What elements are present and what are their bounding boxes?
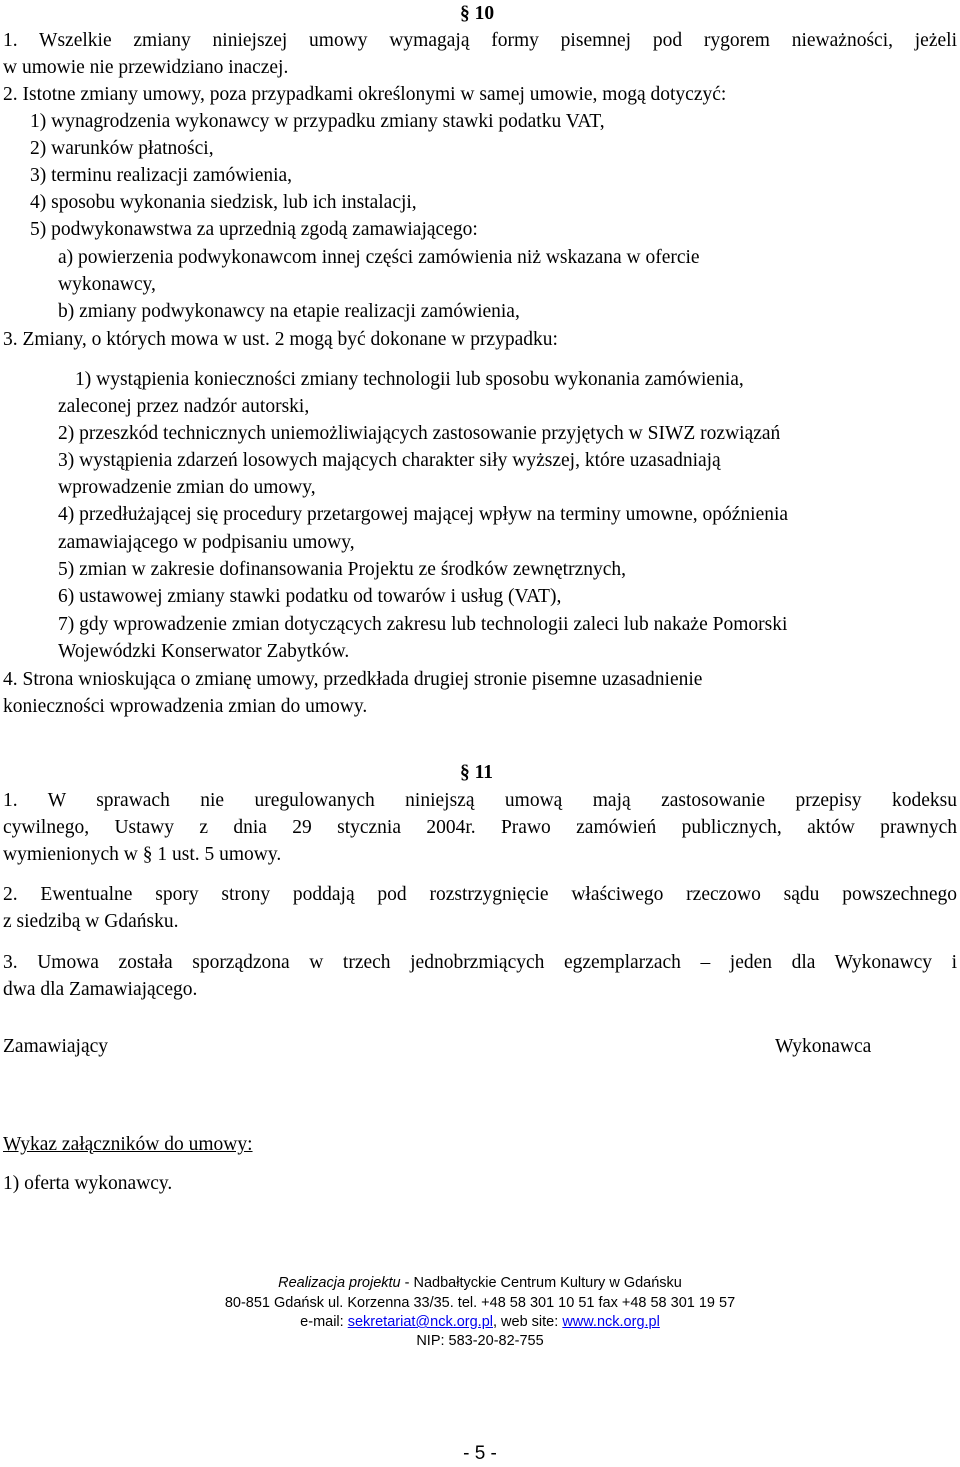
footer-nip: NIP: 583-20-82-755 [416, 1333, 544, 1349]
s10-p4-line1: 4. Strona wnioskująca o zmianę umowy, przedkłada drugiej stronie pisemne uzasadnienie [3, 669, 703, 690]
s10-p3-item-1-cont: zaleconej przez nadzór autorski, [58, 396, 310, 417]
footer-project [0, 1276, 960, 1291]
s10-p2-sub-b: b) zmiany podwykonawcy na etapie realizacji zamówienia, [58, 301, 520, 322]
signature-zamawiajacy: Zamawiający [3, 1036, 109, 1057]
footer-web-link[interactable]: www.nck.org.pl [562, 1314, 660, 1330]
section-10-heading: § 10 [460, 3, 495, 24]
footer-email-link[interactable]: sekretariat@nck.org.pl [347, 1314, 493, 1330]
footer-web-label: , web site: [493, 1314, 563, 1330]
footer-address: 80-851 Gdańsk ul. Korzenna 33/35. tel. +48 58 301 10 51 fax +48 58 301 19 57 [224, 1295, 736, 1311]
s10-p1-line2: w umowie nie przewidziano inaczej. [3, 57, 289, 78]
footer-project-org: - Nadbałtyckie Centrum Kultury w Gdańsku [400, 1275, 682, 1291]
s10-p2-item-3: 3) terminu realizacji zamówienia, [30, 165, 293, 186]
signature-wykonawca: Wykonawca [775, 1036, 872, 1057]
s10-p2-item-1: 1) wynagrodzenia wykonawcy w przypadku zmiany stawki podatku VAT, [30, 111, 605, 132]
s10-p3-item-6: 6) ustawowej zmiany stawki podatku od towarów i usług (VAT), [58, 586, 562, 607]
s10-p3-item-1: 1) wystąpienia konieczności zmiany technologii lub sposobu wykonania zamówienia, [75, 369, 744, 390]
attachments-item-1: 1) oferta wykonawcy. [3, 1173, 173, 1194]
s10-p3-item-2: 2) przeszkód technicznych uniemożliwiających zastosowanie przyjętych w SIWZ rozwiązań [58, 423, 781, 444]
footer-email-label: e-mail: [300, 1314, 348, 1330]
s11-p3-line1: 3. Umowa została sporządzona w trzech jednobrzmiących egzemplarzach – jeden dla Wykonawcy i [3, 952, 957, 973]
footer-project-label: Realizacja projektu [278, 1275, 401, 1291]
s10-p3-item-3: 3) wystąpienia zdarzeń losowych mających charakter siły wyższej, które uzasadniają [58, 450, 721, 471]
s10-p3-item-7-cont: Wojewódzki Konserwator Zabytków. [58, 641, 350, 662]
s10-p4-line2: konieczności wprowadzenia zmian do umowy. [3, 696, 368, 717]
s11-p1-line1: 1. W sprawach nie uregulowanych niniejszą umową mają zastosowanie przepisy kodeksu [3, 790, 957, 811]
s10-p1-line1: 1. Wszelkie zmiany niniejszej umowy wymagają formy pisemnej pod rygorem nieważności, jeżeli [3, 30, 957, 51]
s10-p3-item-3-cont: wprowadzenie zmian do umowy, [58, 477, 316, 498]
s10-p3-item-4-cont: zamawiającego w podpisaniu umowy, [58, 532, 355, 553]
s10-p3-item-7: 7) gdy wprowadzenie zmian dotyczących zakresu lub technologii zaleci lub nakaże Pomorski [58, 614, 788, 635]
s10-p2-sub-a-line1: a) powierzenia podwykonawcom innej części zamówienia niż wskazana w ofercie [58, 247, 700, 268]
footer-contact [0, 1315, 960, 1330]
s10-p2-item-4: 4) sposobu wykonania siedzisk, lub ich instalacji, [30, 192, 417, 213]
s11-p2-line2: z siedzibą w Gdańsku. [3, 911, 179, 932]
attachments-heading: Wykaz załączników do umowy: [3, 1134, 253, 1155]
s11-p1-line2: cywilnego, Ustawy z dnia 29 stycznia 2004r. Prawo zamówień publicznych, aktów prawnych [3, 817, 957, 838]
s10-p2-item-5: 5) podwykonawstwa za uprzednią zgodą zamawiającego: [30, 219, 478, 240]
s11-p1-line3: wymienionych w § 1 ust. 5 umowy. [3, 844, 282, 865]
s10-p3-item-5: 5) zmian w zakresie dofinansowania Projektu ze środków zewnętrznych, [58, 559, 627, 580]
section-11-heading: § 11 [460, 762, 494, 783]
page-number: - 5 - [463, 1443, 497, 1464]
s11-p2-line1: 2. Ewentualne spory strony poddają pod rozstrzygnięcie właściwego rzeczowo sądu powszechnego [3, 884, 957, 905]
s10-p3-intro: 3. Zmiany, o których mowa w ust. 2 mogą być dokonane w przypadku: [3, 329, 558, 350]
s10-p2-intro: 2. Istotne zmiany umowy, poza przypadkami określonymi w samej umowie, mogą dotyczyć: [3, 84, 727, 105]
s10-p3-item-4: 4) przedłużającej się procedury przetargowej mającej wpływ na terminy umowne, opóźnienia [58, 504, 789, 525]
s10-p2-item-2: 2) warunków płatności, [30, 138, 214, 159]
s10-p2-sub-a-line2: wykonawcy, [58, 274, 156, 295]
s11-p3-line2: dwa dla Zamawiającego. [3, 979, 198, 1000]
